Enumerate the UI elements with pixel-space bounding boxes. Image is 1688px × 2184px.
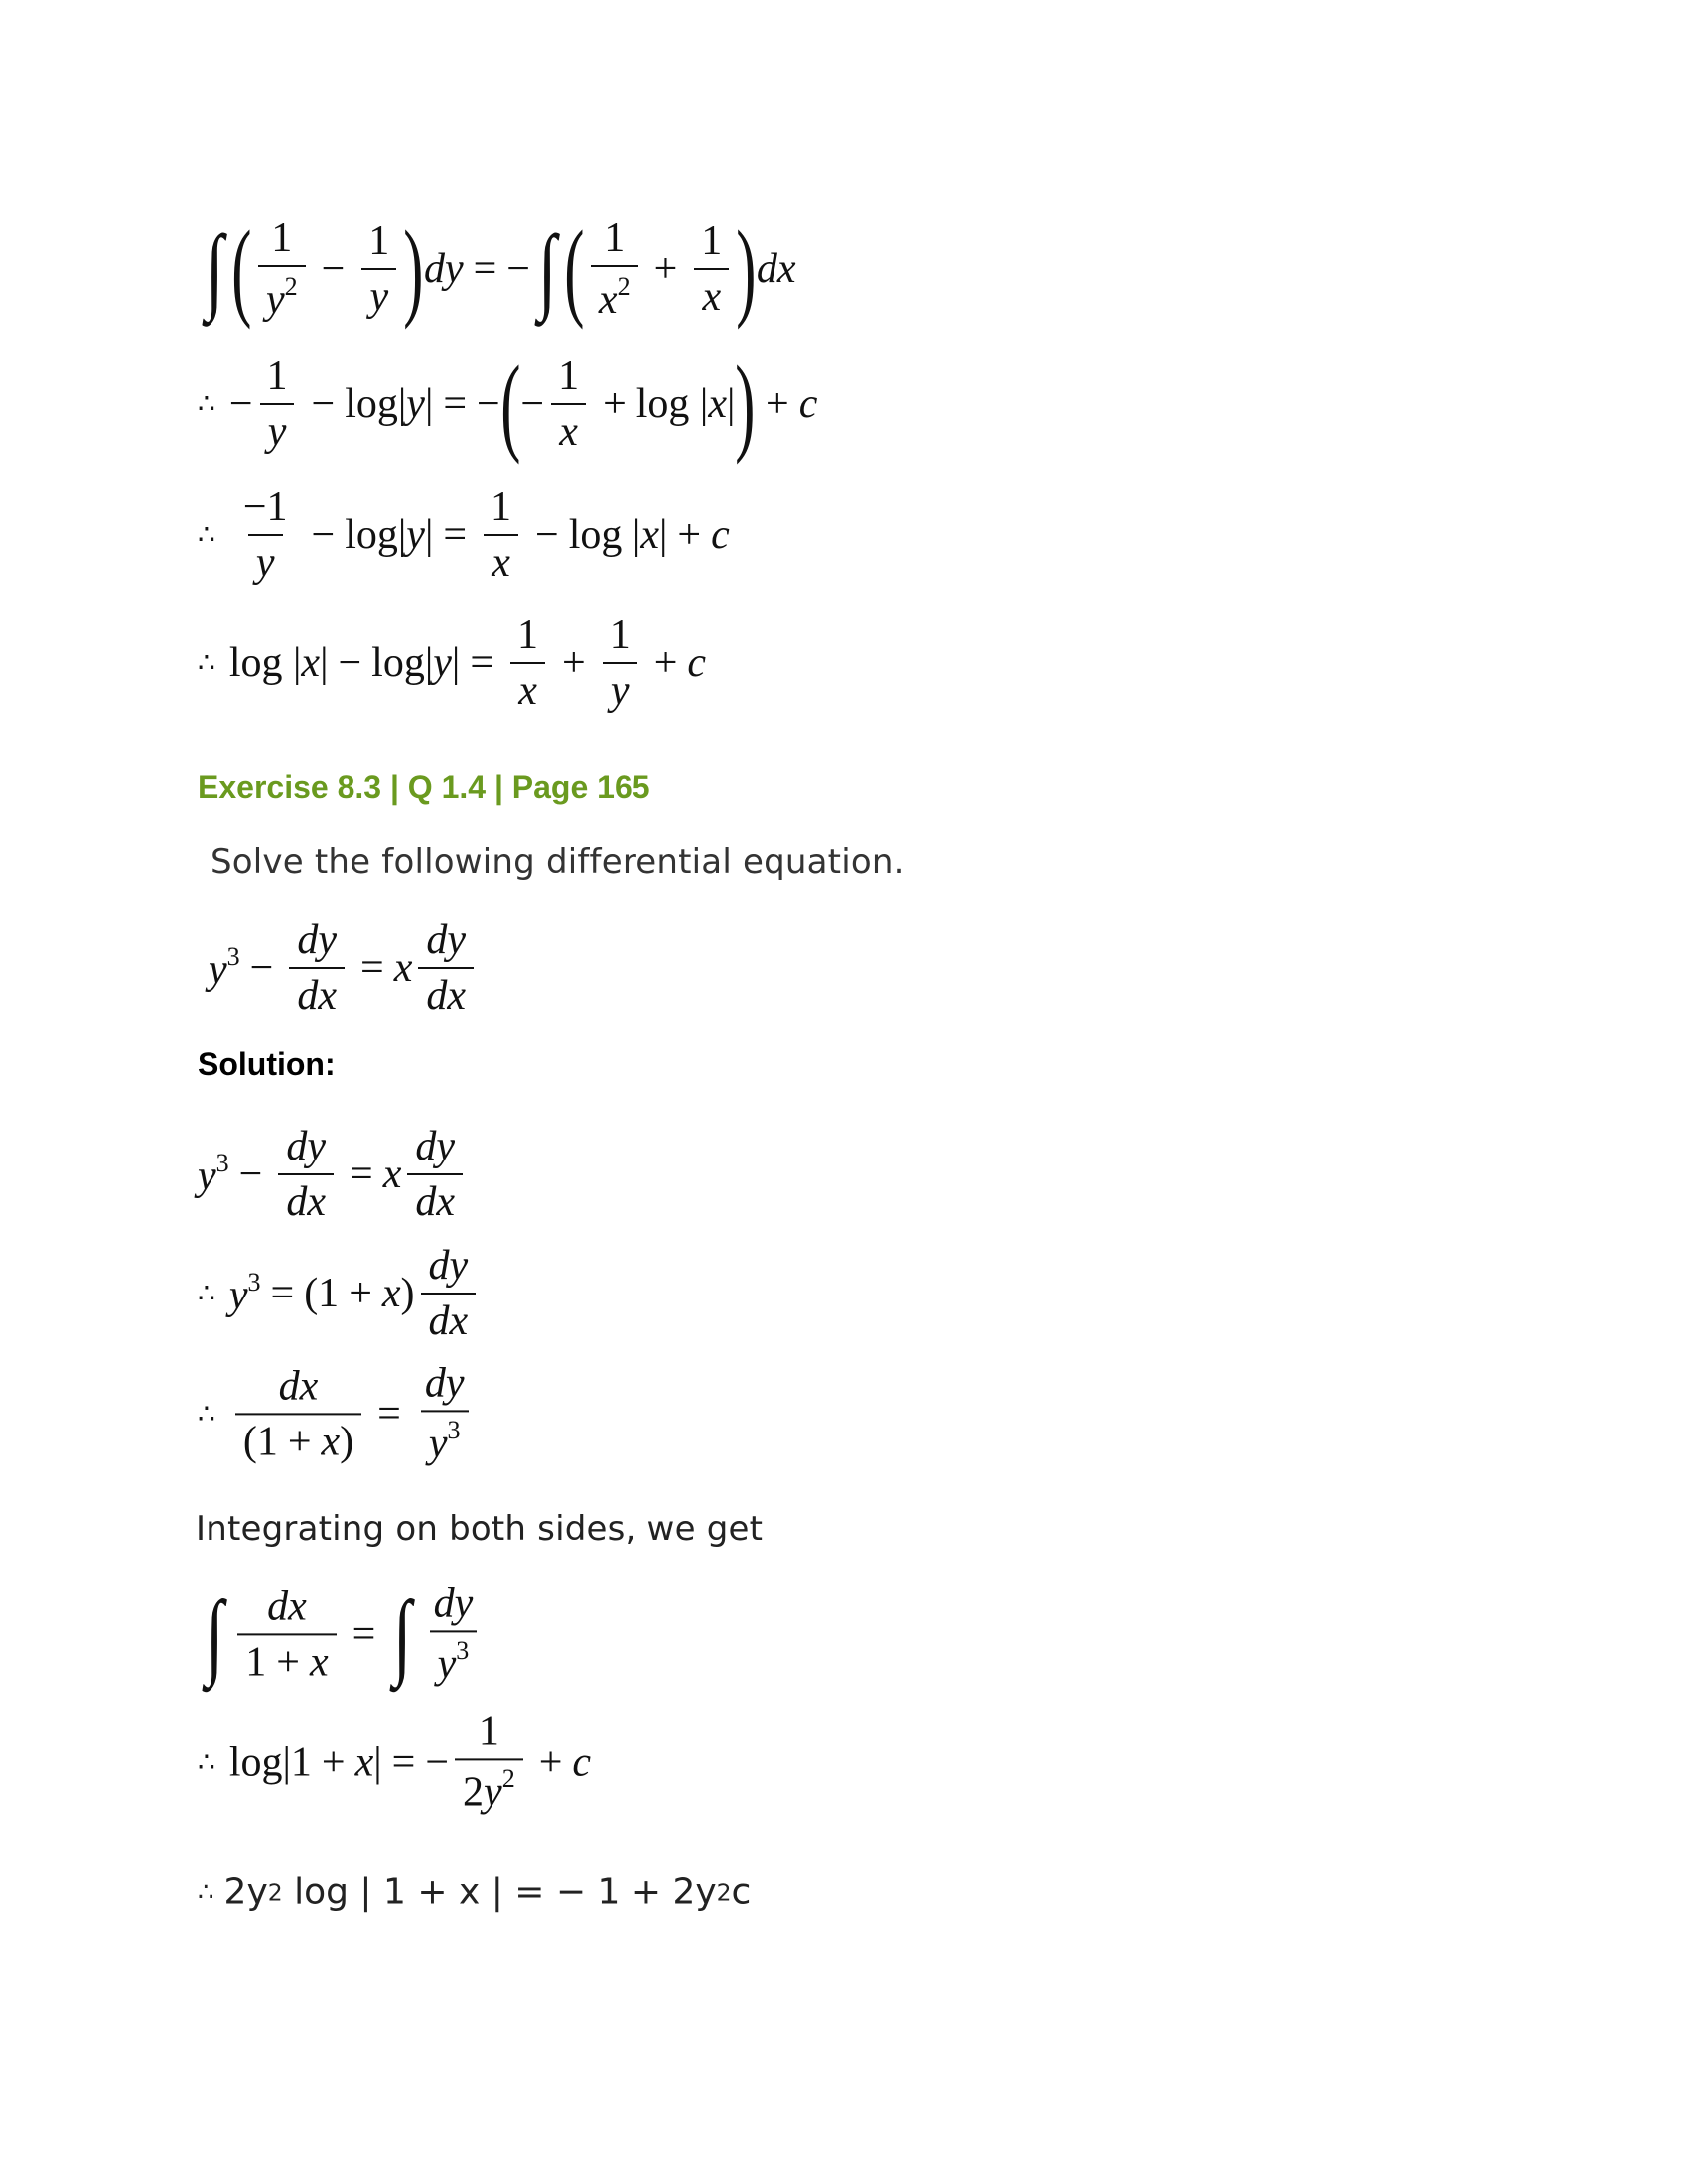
math-text: log | bbox=[635, 381, 709, 427]
math-text: log|1 bbox=[228, 1739, 312, 1785]
math-operator: − bbox=[238, 1152, 263, 1197]
therefore-symbol: ∴ bbox=[198, 1747, 215, 1778]
math-variable: dy bbox=[297, 917, 338, 963]
math-variable: dx bbox=[415, 1179, 456, 1225]
math-variable: dx bbox=[267, 1583, 307, 1629]
math-text: | bbox=[373, 1739, 382, 1785]
math-operator: = bbox=[391, 1739, 416, 1785]
math-text: 2 bbox=[463, 1769, 485, 1816]
fraction bbox=[455, 1708, 523, 1816]
math-operator: + bbox=[321, 1739, 346, 1785]
math-text: | bbox=[424, 381, 434, 427]
math-variable: dx bbox=[426, 973, 467, 1019]
math-variable: y bbox=[610, 668, 630, 714]
math-operator: + bbox=[653, 246, 678, 292]
math-operator: + bbox=[562, 640, 586, 686]
therefore-symbol: ∴ bbox=[198, 1279, 215, 1309]
fraction bbox=[258, 215, 306, 323]
math-variable: dy bbox=[286, 1124, 327, 1169]
fraction-numerator bbox=[483, 486, 519, 534]
math-variable: x bbox=[321, 1419, 341, 1464]
fraction-denominator bbox=[248, 534, 283, 584]
fraction-numerator bbox=[471, 1710, 507, 1758]
question-equation bbox=[209, 919, 480, 1017]
math-text: | bbox=[320, 640, 329, 686]
math-variable: c bbox=[798, 381, 818, 427]
left-paren: ( bbox=[231, 208, 252, 330]
fraction-numerator bbox=[289, 919, 345, 967]
therefore-symbol: ∴ bbox=[198, 389, 215, 420]
fraction-denominator bbox=[289, 967, 345, 1017]
math-variable: x bbox=[640, 512, 659, 558]
integral-step-1 bbox=[198, 1580, 487, 1688]
fraction-numerator bbox=[417, 1362, 473, 1410]
math-variable: x bbox=[518, 668, 537, 714]
power bbox=[209, 942, 240, 994]
math-operator: = bbox=[443, 512, 468, 558]
exponent: 3 bbox=[247, 1267, 261, 1297]
math-text: − bbox=[425, 1739, 450, 1785]
math-text: | bbox=[424, 512, 434, 558]
exponent: 3 bbox=[456, 1636, 470, 1666]
therefore-symbol: ∴ bbox=[198, 648, 215, 679]
math-variable: dy bbox=[415, 1124, 456, 1169]
math-operator: = bbox=[350, 1152, 373, 1197]
math-text: − bbox=[520, 381, 545, 427]
math-variable: x bbox=[598, 276, 618, 323]
fraction bbox=[235, 486, 296, 584]
fraction-numerator bbox=[235, 486, 296, 534]
therefore-symbol: ∴ bbox=[198, 1877, 214, 1907]
math-text: 1 bbox=[604, 215, 626, 262]
math-operator: − bbox=[338, 640, 362, 686]
solution-label: Solution: bbox=[198, 1046, 336, 1082]
math-operator: + bbox=[677, 512, 702, 558]
math-text: 1 bbox=[517, 613, 539, 658]
math-text: log| bbox=[345, 512, 407, 558]
math-variable: x bbox=[382, 1152, 402, 1197]
solution-step-1 bbox=[198, 1126, 469, 1223]
math-operator: = bbox=[360, 945, 384, 991]
fraction-denominator bbox=[260, 403, 295, 453]
fraction-denominator bbox=[484, 534, 518, 584]
therefore-symbol: ∴ bbox=[198, 1399, 215, 1430]
fraction-numerator bbox=[602, 614, 638, 662]
therefore-symbol: ∴ bbox=[198, 520, 215, 551]
math-variable: c bbox=[572, 1739, 592, 1785]
fraction-numerator bbox=[426, 1582, 482, 1630]
math-variable: x bbox=[393, 945, 413, 991]
math-text: 1 bbox=[245, 1639, 267, 1685]
math-text: 1 bbox=[558, 353, 580, 399]
math-variable: x bbox=[492, 540, 510, 586]
math-operator: + bbox=[603, 381, 627, 427]
fraction-denominator bbox=[551, 403, 586, 453]
math-text: 1 bbox=[271, 215, 293, 262]
fraction-numerator bbox=[271, 1365, 327, 1413]
fraction-denominator bbox=[361, 268, 396, 318]
math-variable: dy bbox=[433, 1580, 474, 1627]
math-variable: y bbox=[267, 409, 287, 455]
fraction-denominator bbox=[235, 1413, 361, 1462]
integral-sign: ∫ bbox=[205, 215, 224, 322]
math-variable: x bbox=[354, 1739, 374, 1785]
math-text: log| bbox=[345, 381, 407, 427]
fraction-numerator bbox=[360, 220, 397, 268]
math-variable: dy bbox=[428, 1243, 469, 1289]
integral-step-2 bbox=[198, 1708, 592, 1816]
fraction-denominator bbox=[694, 268, 729, 318]
fraction-denominator bbox=[455, 1758, 523, 1816]
power bbox=[598, 271, 631, 323]
math-operator: + bbox=[653, 640, 678, 686]
integral-sign: ∫ bbox=[205, 1580, 224, 1687]
math-operator: = bbox=[270, 1271, 295, 1316]
left-paren: ( bbox=[499, 343, 521, 465]
exponent: 3 bbox=[447, 1416, 461, 1445]
final-part-3: c bbox=[731, 1871, 752, 1913]
prev-line-3 bbox=[198, 486, 730, 584]
math-variable: y bbox=[484, 1769, 502, 1816]
fraction-denominator bbox=[603, 662, 637, 712]
question-prompt: Solve the following differential equation. bbox=[211, 842, 905, 882]
math-operator: − bbox=[535, 512, 559, 558]
math-operator: + bbox=[766, 381, 789, 427]
right-paren: ) bbox=[735, 343, 756, 465]
fraction bbox=[550, 355, 587, 453]
math-variable: x bbox=[381, 1271, 401, 1316]
math-text: − bbox=[506, 246, 530, 292]
fraction-denominator bbox=[510, 662, 545, 712]
fraction-numerator bbox=[509, 614, 546, 662]
math-text: | bbox=[658, 512, 668, 558]
fraction bbox=[407, 1126, 463, 1223]
fraction-numerator bbox=[421, 1245, 477, 1293]
final-part-1: 2y bbox=[223, 1871, 268, 1913]
fraction-denominator bbox=[258, 265, 306, 323]
math-text: log | bbox=[228, 640, 302, 686]
fraction bbox=[509, 614, 546, 712]
integral-sign: ∫ bbox=[537, 215, 557, 322]
fraction-denominator bbox=[430, 1630, 478, 1688]
solution-step-2 bbox=[198, 1245, 482, 1342]
math-operator: − bbox=[311, 381, 336, 427]
power bbox=[198, 1149, 229, 1200]
math-variable: dy bbox=[424, 1360, 465, 1407]
prev-line-2 bbox=[198, 343, 818, 465]
exponent: 2 bbox=[501, 1764, 515, 1794]
fraction-numerator bbox=[693, 220, 730, 268]
final-exponent-1: 2 bbox=[267, 1878, 283, 1906]
fraction bbox=[591, 215, 638, 323]
exponent: 3 bbox=[215, 1148, 229, 1177]
math-operator: − bbox=[311, 512, 336, 558]
math-text: − bbox=[477, 381, 500, 427]
math-variable: y bbox=[437, 1641, 457, 1688]
fraction bbox=[693, 220, 730, 318]
math-text: | bbox=[451, 640, 461, 686]
fraction-denominator bbox=[407, 1173, 463, 1223]
fraction bbox=[483, 486, 519, 584]
prev-line-1 bbox=[198, 208, 796, 330]
fraction bbox=[289, 919, 345, 1017]
fraction-denominator bbox=[591, 265, 638, 323]
math-variable: x bbox=[559, 409, 578, 455]
exponent: 2 bbox=[284, 271, 298, 301]
power bbox=[484, 1764, 515, 1816]
math-variable: x bbox=[301, 640, 321, 686]
fraction bbox=[237, 1585, 336, 1683]
math-text: 1 bbox=[266, 353, 288, 399]
math-text: 1 bbox=[491, 484, 512, 530]
math-variable: y bbox=[433, 640, 452, 686]
math-operator: − bbox=[249, 945, 274, 991]
fraction-denominator bbox=[278, 1173, 334, 1223]
math-operator: = bbox=[473, 246, 497, 292]
math-variable: y bbox=[369, 274, 389, 320]
integrating-text: Integrating on both sides, we get bbox=[196, 1509, 764, 1549]
power bbox=[428, 1416, 461, 1467]
math-operator: = bbox=[377, 1391, 401, 1436]
math-text: ) bbox=[340, 1419, 354, 1464]
fraction-denominator bbox=[418, 967, 474, 1017]
power bbox=[265, 271, 298, 323]
fraction bbox=[278, 1126, 334, 1223]
final-answer bbox=[198, 1872, 751, 1913]
math-variable: x bbox=[309, 1639, 329, 1685]
prev-line-4 bbox=[198, 614, 706, 712]
math-variable: x bbox=[702, 274, 722, 320]
fraction-denominator bbox=[237, 1633, 336, 1683]
math-operator: − bbox=[321, 246, 346, 292]
math-variable: y bbox=[406, 381, 425, 427]
math-operator: = bbox=[470, 640, 494, 686]
fraction bbox=[602, 614, 638, 712]
math-variable: x bbox=[708, 381, 727, 427]
math-text: 1 bbox=[478, 1708, 499, 1755]
fraction-numerator bbox=[259, 1585, 315, 1633]
math-variable: c bbox=[711, 512, 730, 558]
math-variable: y bbox=[265, 276, 285, 323]
math-text: (1 bbox=[242, 1419, 278, 1464]
right-paren: ) bbox=[403, 208, 424, 330]
fraction-numerator bbox=[263, 217, 300, 265]
fraction-denominator bbox=[421, 1293, 477, 1342]
math-variable: dx bbox=[286, 1179, 327, 1225]
final-exponent-2: 2 bbox=[716, 1878, 732, 1906]
left-paren: ( bbox=[564, 208, 585, 330]
math-operator: + bbox=[276, 1639, 300, 1685]
math-operator: + bbox=[538, 1739, 563, 1785]
math-operator: = bbox=[443, 381, 468, 427]
math-variable: dy bbox=[423, 246, 464, 292]
math-variable: y bbox=[406, 512, 425, 558]
math-text: 1 bbox=[701, 218, 723, 264]
math-text: ) bbox=[400, 1271, 415, 1316]
exercise-heading[interactable]: Exercise 8.3 | Q 1.4 | Page 165 bbox=[198, 769, 650, 805]
math-text: | bbox=[726, 381, 736, 427]
math-variable: c bbox=[687, 640, 707, 686]
math-variable: y bbox=[255, 540, 275, 586]
math-variable: dx bbox=[278, 1363, 319, 1409]
integral-sign: ∫ bbox=[393, 1580, 412, 1687]
math-text: − bbox=[228, 381, 253, 427]
math-variable: dx bbox=[428, 1298, 469, 1344]
fraction bbox=[417, 1360, 473, 1467]
math-text: (1 bbox=[304, 1271, 340, 1316]
fraction bbox=[259, 355, 296, 453]
fraction-numerator bbox=[550, 355, 587, 403]
math-text: 1 bbox=[368, 218, 390, 264]
math-operator: + bbox=[287, 1419, 312, 1464]
math-variable: dx bbox=[297, 973, 338, 1019]
fraction bbox=[426, 1580, 482, 1688]
math-text: log | bbox=[568, 512, 641, 558]
fraction-numerator bbox=[407, 1126, 463, 1173]
fraction bbox=[360, 220, 397, 318]
solution-step-3 bbox=[198, 1360, 479, 1467]
math-variable: y bbox=[209, 947, 227, 994]
fraction-denominator bbox=[421, 1410, 469, 1467]
math-text: −1 bbox=[242, 484, 288, 530]
fraction-numerator bbox=[278, 1126, 334, 1173]
fraction bbox=[235, 1365, 361, 1462]
power bbox=[437, 1636, 470, 1688]
math-text: log| bbox=[371, 640, 434, 686]
right-paren: ) bbox=[736, 208, 757, 330]
math-variable: y bbox=[228, 1273, 248, 1319]
final-part-2: log | 1 + x | = − 1 + 2y bbox=[282, 1871, 717, 1913]
fraction-numerator bbox=[418, 919, 474, 967]
exponent: 3 bbox=[226, 941, 240, 971]
math-variable: y bbox=[428, 1421, 448, 1467]
power bbox=[229, 1268, 261, 1319]
exponent: 2 bbox=[617, 271, 631, 301]
fraction bbox=[418, 919, 474, 1017]
math-variable: y bbox=[198, 1154, 216, 1200]
fraction-numerator bbox=[259, 355, 296, 403]
math-text: 1 bbox=[609, 613, 631, 658]
math-variable: dx bbox=[756, 246, 796, 292]
fraction bbox=[421, 1245, 477, 1342]
math-operator: = bbox=[352, 1611, 376, 1657]
math-variable: dy bbox=[426, 917, 467, 963]
fraction-numerator bbox=[596, 217, 633, 265]
math-operator: + bbox=[349, 1271, 372, 1316]
